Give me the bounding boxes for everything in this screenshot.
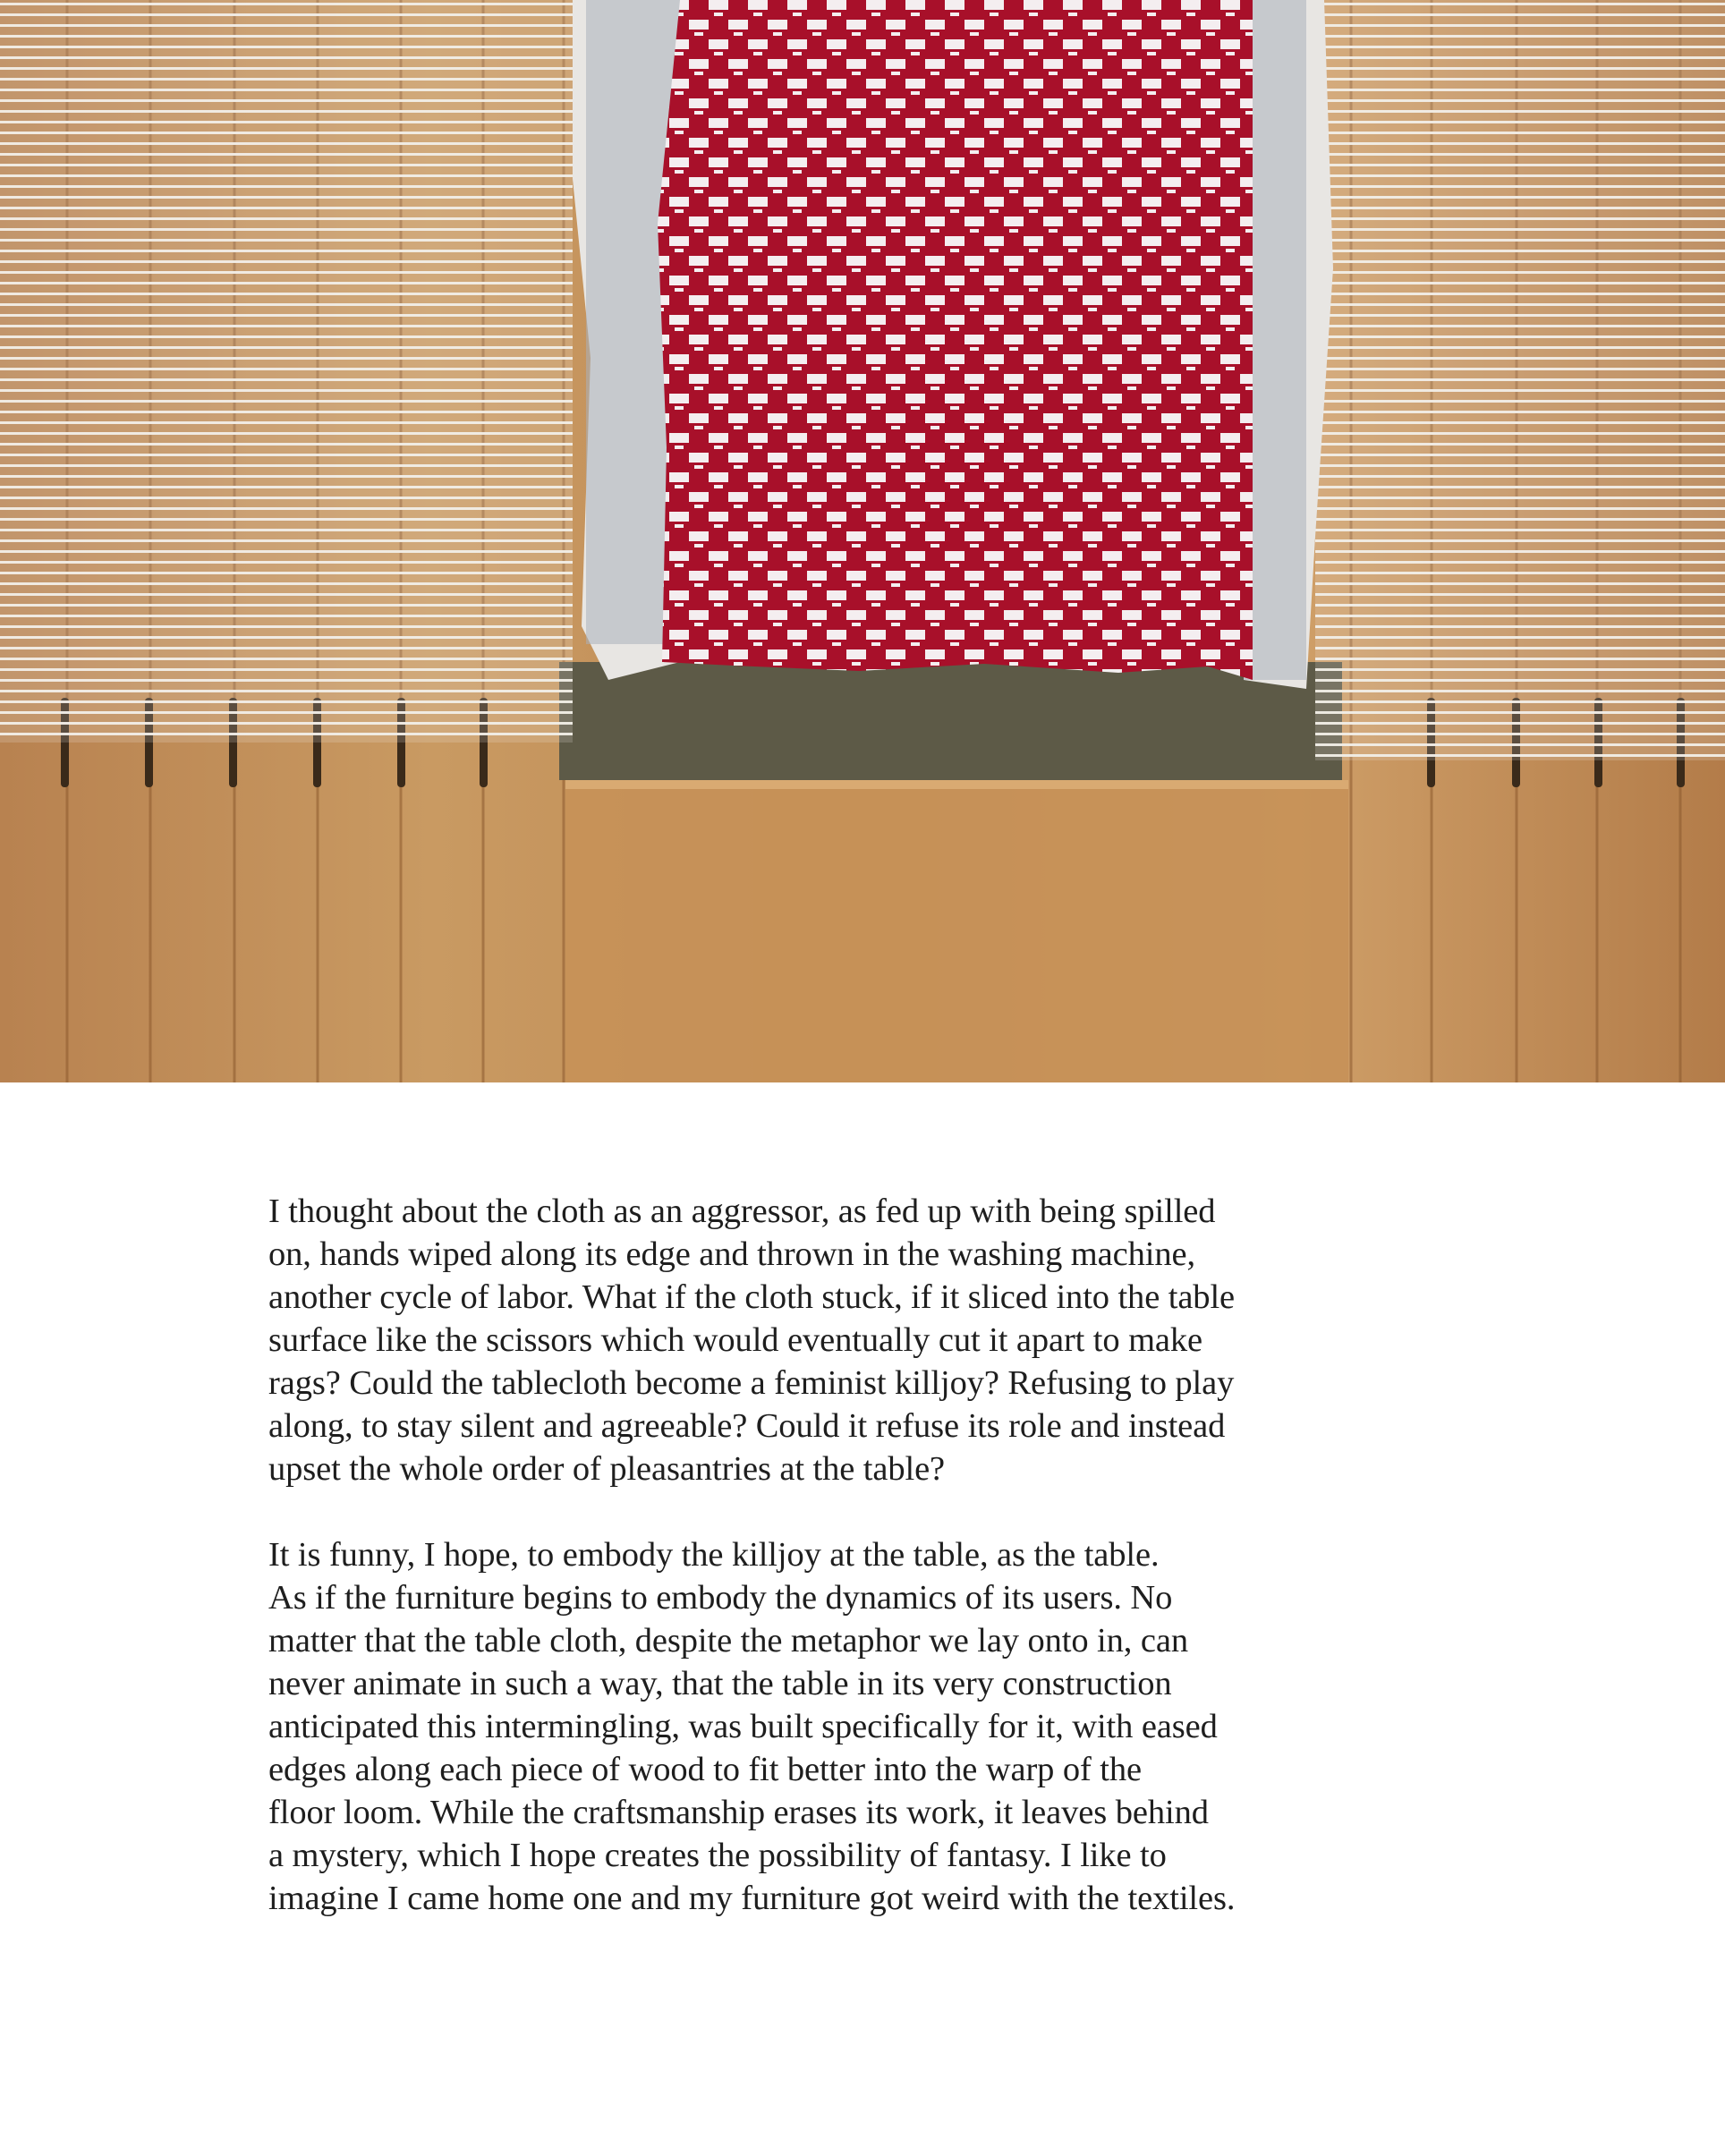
text-line: surface like the scissors which would eventually cut it apart to make [268, 1321, 1203, 1359]
paragraph-1 [268, 1190, 1306, 1490]
text-line: I thought about the cloth as an aggressor, as fed up with being spilled [268, 1193, 1216, 1230]
text-line: rags? Could the tablecloth become a feminist killjoy? Refusing to play [268, 1364, 1235, 1402]
paragraph-2 [268, 1533, 1306, 1920]
text-line: floor loom. While the craftsmanship erases its work, it leaves behind [268, 1794, 1209, 1831]
text-line: edges along each piece of wood to fit better into the warp of the [268, 1751, 1142, 1788]
text-line: a mystery, which I hope creates the possibility of fantasy. I like to [268, 1837, 1167, 1874]
text-line: along, to stay silent and agreeable? Could it refuse its role and instead [268, 1407, 1226, 1445]
red-checker-cloth [658, 0, 1253, 680]
cloth-right-grey-band [1244, 0, 1306, 680]
text-line: anticipated this intermingling, was built specifically for it, with eased [268, 1708, 1218, 1745]
table-gap-shadow [559, 662, 1342, 780]
text-line: on, hands wiped along its edge and thrown in the washing machine, [268, 1235, 1195, 1273]
text-line: another cycle of labor. What if the cloth stuck, if it sliced into the table [268, 1278, 1236, 1316]
center-board-edge [565, 780, 1348, 789]
left-warp-threads [0, 0, 573, 743]
text-line: imagine I came home one and my furniture got weird with the textiles. [268, 1880, 1236, 1917]
text-line: upset the whole order of pleasantries at the table? [268, 1450, 946, 1488]
text-line: matter that the table cloth, despite the metaphor we lay onto in, can [268, 1622, 1188, 1659]
text-line: It is funny, I hope, to embody the killjoy at the table, as the table. [268, 1536, 1160, 1574]
right-warp-threads [1315, 0, 1725, 760]
text-line: never animate in such a way, that the table in its very construction [268, 1665, 1172, 1702]
center-board [565, 785, 1348, 1082]
essay-text [268, 1190, 1306, 1920]
text-line: As if the furniture begins to embody the dynamics of its users. No [268, 1579, 1173, 1617]
